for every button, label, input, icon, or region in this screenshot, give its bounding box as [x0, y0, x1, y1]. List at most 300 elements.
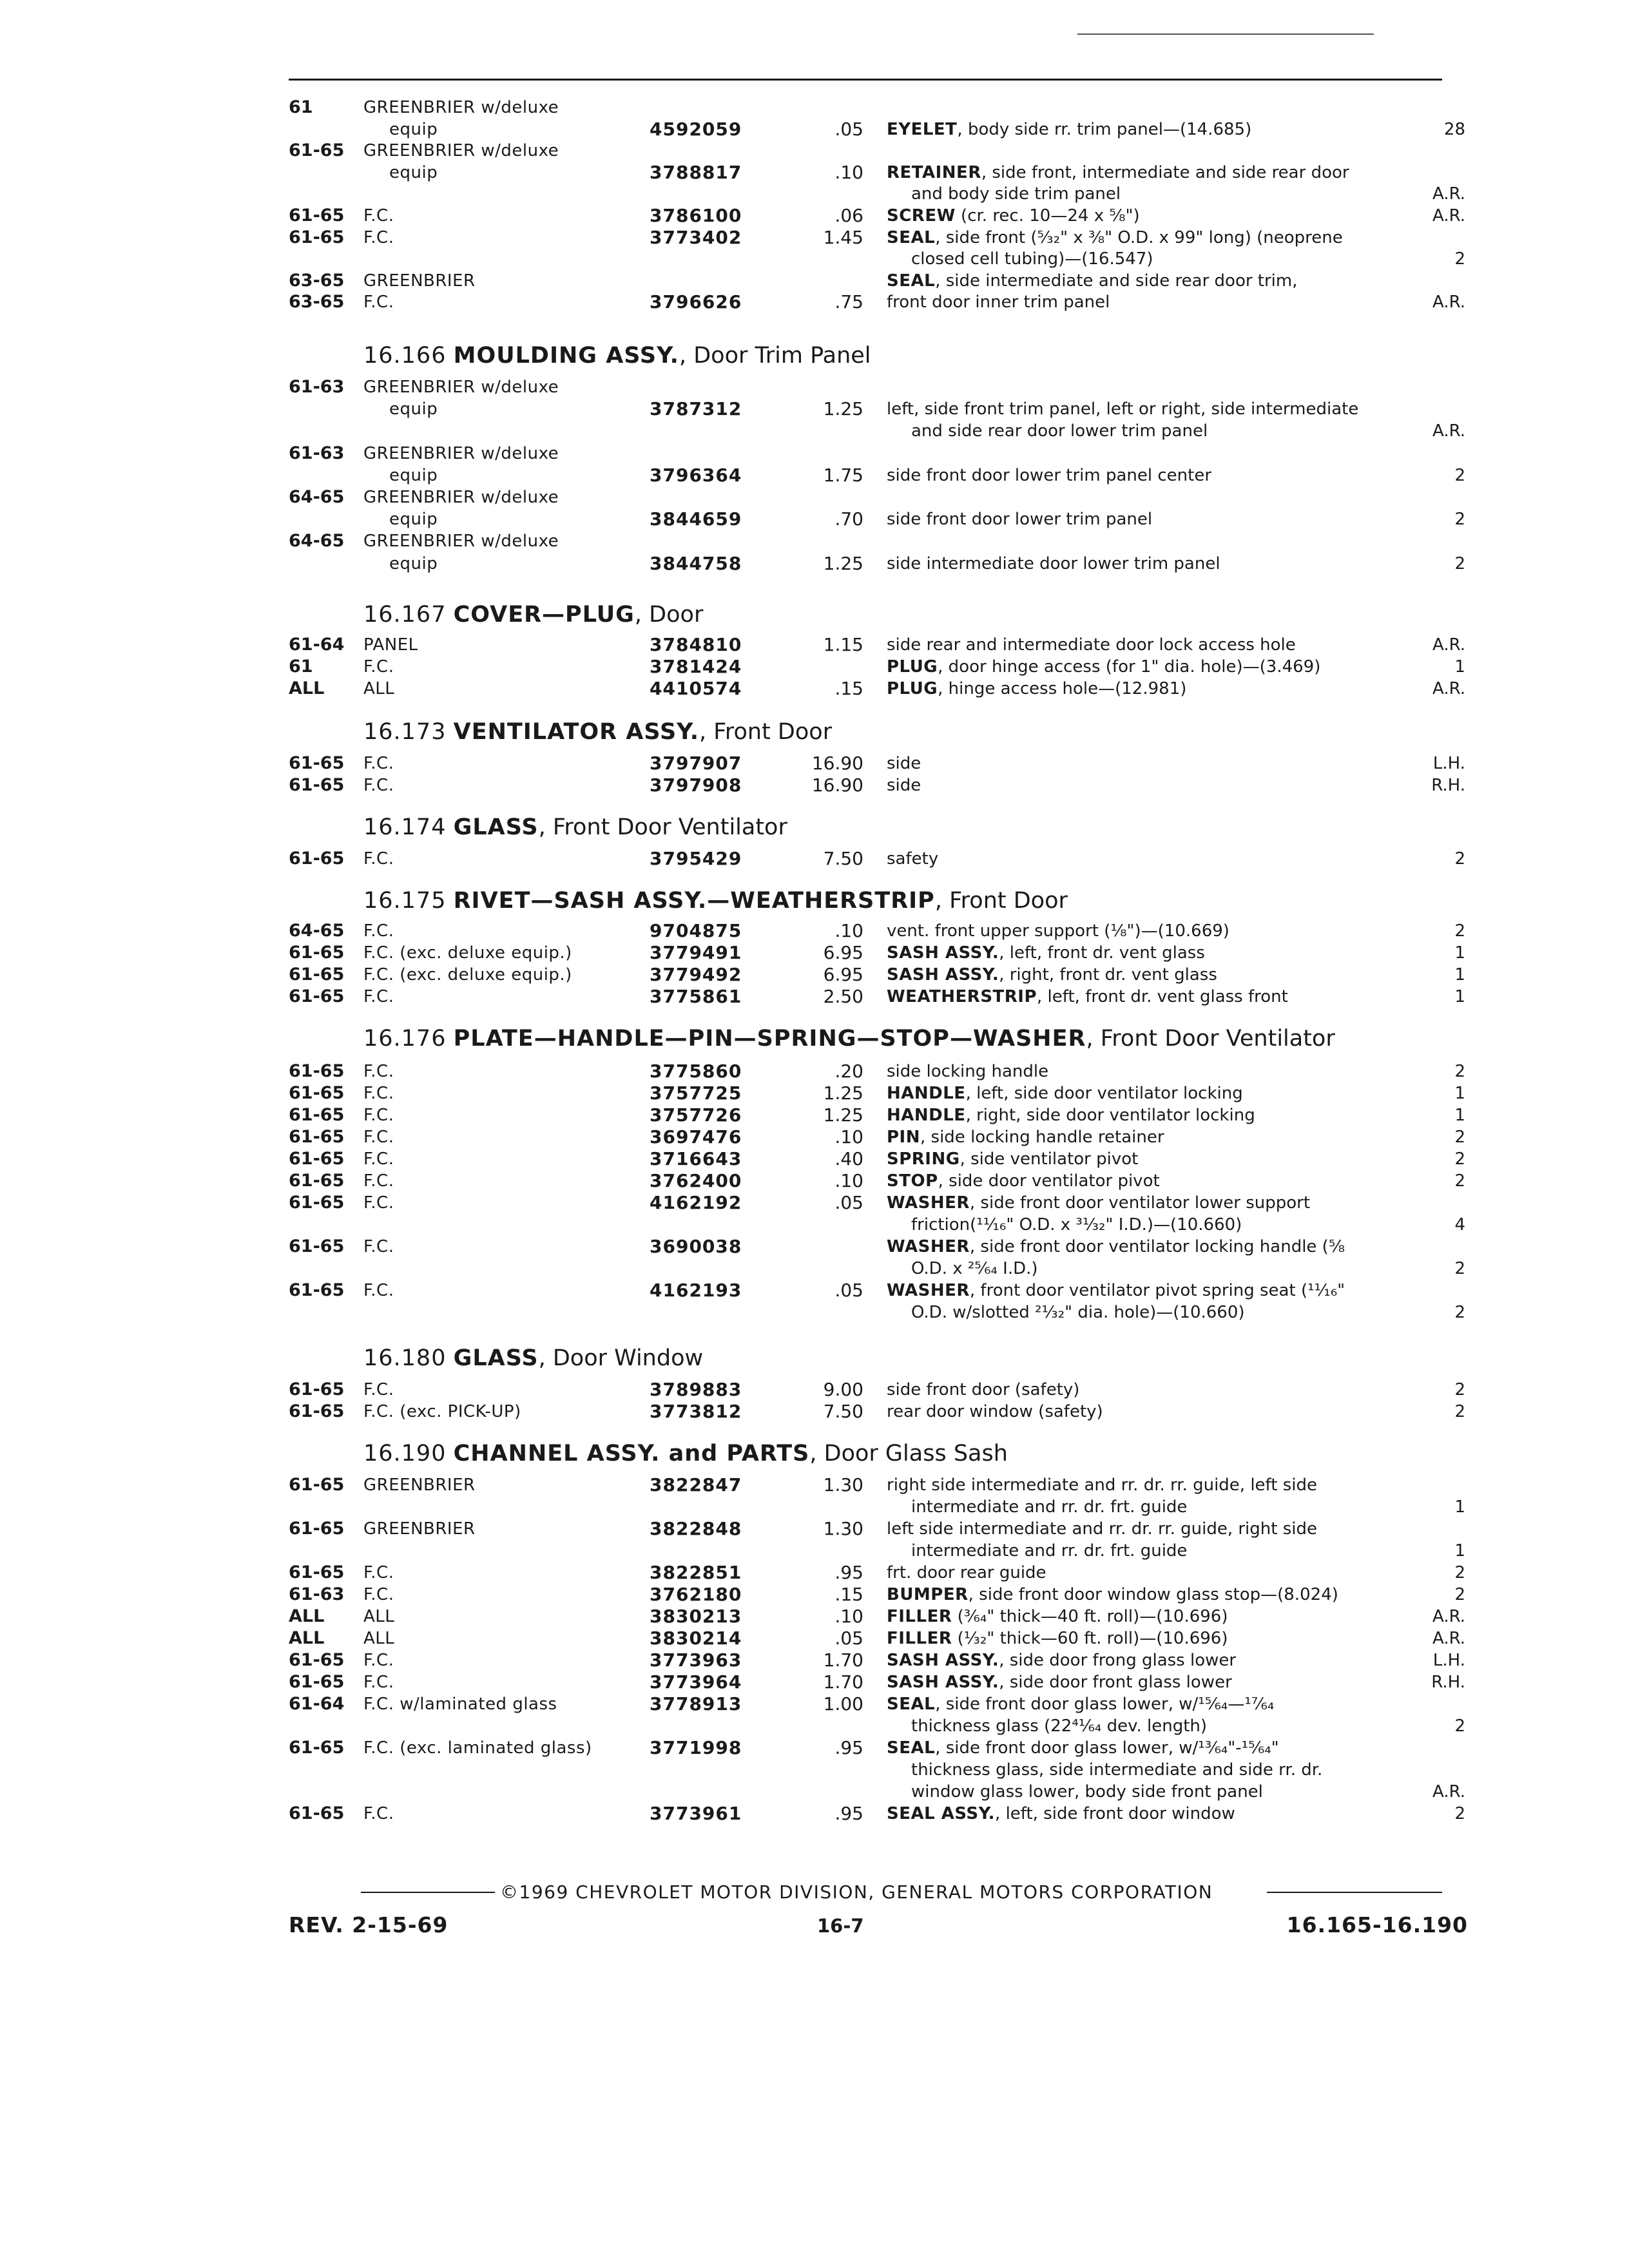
- quantity: 1: [1454, 965, 1465, 985]
- part-description: [887, 753, 921, 774]
- model-year: 64-65: [289, 531, 345, 551]
- part-name: EYELET: [887, 120, 958, 139]
- section-number: 16.180: [363, 1345, 447, 1371]
- quantity: A.R.: [1432, 1629, 1465, 1648]
- description-text: (¹⁄₃₂" thick—60 ft. roll)—(10.696): [952, 1629, 1228, 1648]
- part-number: 3757726: [650, 1104, 742, 1126]
- part-number: 3716643: [650, 1148, 742, 1169]
- part-number: 3830214: [650, 1628, 742, 1649]
- list-price: .15: [834, 678, 863, 699]
- section-number: 16.175: [363, 888, 447, 914]
- quantity: 2: [1454, 1303, 1465, 1322]
- parts-row: [0, 986, 1629, 1008]
- parts-row: [0, 553, 1629, 575]
- model-application: F.C.: [363, 1106, 394, 1125]
- part-description: [887, 1628, 1228, 1649]
- footer-section-range: 16.165-16.190: [1286, 1912, 1468, 1937]
- footer-rule-right: [1267, 1892, 1442, 1893]
- model-year: 61-65: [289, 775, 345, 795]
- model-year: 61-65: [289, 1193, 345, 1213]
- description-text: , side door frong glass lower: [999, 1651, 1237, 1670]
- list-price: 1.15: [823, 634, 863, 655]
- section-heading-16-176: [363, 1024, 1335, 1053]
- section-title: PLATE—HANDLE—PIN—SPRING—STOP—WASHER: [453, 1026, 1086, 1052]
- parts-row: [0, 398, 1629, 420]
- part-description: [887, 1649, 1236, 1671]
- part-description: [887, 1803, 1235, 1825]
- model-application: F.C.: [363, 754, 394, 773]
- description-text: (³⁄₆₄" thick—40 ft. roll)—(10.696): [952, 1607, 1228, 1626]
- model-year: 61-63: [289, 377, 345, 397]
- list-price: .10: [834, 162, 863, 183]
- list-price: .05: [834, 1192, 863, 1213]
- model-year: 61-65: [289, 1519, 345, 1539]
- section-heading-16-175: [363, 887, 1068, 915]
- parts-row: [0, 1540, 1629, 1562]
- part-description: [887, 942, 1205, 964]
- model-application: F.C.: [363, 1193, 394, 1213]
- part-number: 3787312: [650, 398, 742, 419]
- description-text: vent. front upper support (¹⁄₈")—(10.669): [887, 921, 1229, 941]
- section-title: CHANNEL ASSY. and PARTS: [453, 1441, 810, 1466]
- model-application: equip: [389, 120, 438, 139]
- model-year: 61-65: [289, 1061, 345, 1081]
- parts-row: [0, 443, 1629, 465]
- list-price: 9.00: [823, 1379, 863, 1400]
- section-subtitle: , Front Door: [934, 888, 1068, 914]
- list-price: .05: [834, 1628, 863, 1649]
- quantity: 2: [1454, 510, 1465, 529]
- part-description: [887, 1671, 1232, 1693]
- part-description: [887, 465, 1211, 486]
- description-text: and body side trim panel: [911, 184, 1121, 204]
- quantity: 1: [1454, 1106, 1465, 1125]
- part-number: 3844659: [650, 508, 742, 530]
- part-number: 3757725: [650, 1082, 742, 1104]
- part-number: 3822851: [650, 1562, 742, 1583]
- model-year: 61-65: [289, 1562, 345, 1582]
- description-text: (cr. rec. 10—24 x ⁵⁄₈"): [955, 206, 1140, 226]
- model-application: GREENBRIER w/deluxe: [363, 444, 559, 463]
- quantity: R.H.: [1431, 1673, 1465, 1692]
- list-price: 1.00: [823, 1693, 863, 1715]
- parts-row: [0, 1628, 1629, 1649]
- part-description: [887, 774, 921, 796]
- section-title: RIVET—SASH ASSY.—WEATHERSTRIP: [453, 888, 935, 914]
- part-description: [887, 678, 1186, 700]
- quantity: A.R.: [1432, 293, 1465, 312]
- part-number: 3773963: [650, 1649, 742, 1671]
- parts-row: [0, 942, 1629, 964]
- part-name: WASHER: [887, 1193, 970, 1213]
- quantity: 2: [1454, 1149, 1465, 1169]
- section-title: MOULDING ASSY.: [453, 343, 679, 369]
- footer-copyright: ©1969 CHEVROLET MOTOR DIVISION, GENERAL MOTORS CORPORATION: [500, 1881, 1213, 1903]
- description-text: intermediate and rr. dr. frt. guide: [911, 1541, 1188, 1561]
- parts-row: [0, 1474, 1629, 1496]
- model-year: ALL: [289, 678, 325, 698]
- model-application: F.C.: [363, 1673, 394, 1692]
- part-number: 3771998: [650, 1737, 742, 1758]
- model-application: F.C.: [363, 1585, 394, 1604]
- part-description: [887, 291, 1110, 313]
- list-price: .40: [834, 1148, 863, 1169]
- parts-row: [0, 162, 1629, 184]
- model-application: F.C.: [363, 206, 394, 226]
- part-name: HANDLE: [887, 1084, 966, 1103]
- model-year: 61-65: [289, 1803, 345, 1823]
- list-price: .95: [834, 1562, 863, 1583]
- parts-row: [0, 291, 1629, 313]
- list-price: .10: [834, 1126, 863, 1148]
- list-price: 6.95: [823, 964, 863, 985]
- parts-row: [0, 1562, 1629, 1584]
- model-application: GREENBRIER w/deluxe: [363, 532, 559, 551]
- list-price: .75: [834, 291, 863, 312]
- section-number: 16.174: [363, 814, 447, 840]
- part-number: 3788817: [650, 162, 742, 183]
- part-number: 3773961: [650, 1803, 742, 1824]
- description-text: , left, side front door window: [995, 1804, 1235, 1823]
- parts-row: [0, 1236, 1629, 1258]
- model-application: GREENBRIER: [363, 271, 476, 291]
- section-heading-16-166: [363, 341, 871, 370]
- model-year: 61-65: [289, 1379, 345, 1399]
- part-number: 3844758: [650, 553, 742, 574]
- model-year: 61-65: [289, 1171, 345, 1191]
- model-year: 61-65: [289, 1280, 345, 1300]
- model-application: F.C. (exc. deluxe equip.): [363, 943, 572, 963]
- part-name: SPRING: [887, 1149, 960, 1169]
- model-year: 61-63: [289, 1584, 345, 1604]
- description-text: , side front door window glass stop—(8.024): [968, 1585, 1338, 1604]
- model-application: ALL: [363, 1607, 395, 1626]
- part-number: 3796626: [650, 291, 742, 312]
- part-description: [911, 420, 1208, 442]
- parts-row: [0, 1170, 1629, 1192]
- model-application: F.C.: [363, 1062, 394, 1081]
- description-text: , body side rr. trim panel—(14.685): [957, 120, 1252, 139]
- model-application: GREENBRIER w/deluxe: [363, 141, 559, 160]
- model-year: 61-65: [289, 1236, 345, 1256]
- model-year: 61-65: [289, 227, 345, 247]
- description-text: safety: [887, 849, 939, 869]
- section-heading-16-190: [363, 1439, 1008, 1468]
- part-description: [887, 1148, 1138, 1170]
- model-application: F.C.: [363, 849, 394, 869]
- parts-row: [0, 1584, 1629, 1606]
- parts-row: [0, 1126, 1629, 1148]
- description-text: left side intermediate and rr. dr. rr. guide, right side: [887, 1519, 1317, 1539]
- part-description: [887, 1104, 1255, 1126]
- part-name: SEAL: [887, 271, 936, 291]
- parts-row: [0, 420, 1629, 442]
- part-number: 3775860: [650, 1061, 742, 1082]
- part-name: BUMPER: [887, 1585, 969, 1604]
- list-price: 2.50: [823, 986, 863, 1007]
- part-description: [911, 1715, 1207, 1737]
- model-year: 61-65: [289, 849, 345, 869]
- parts-row: [0, 1496, 1629, 1518]
- parts-row: [0, 634, 1629, 656]
- description-text: , side front door glass lower, w/¹⁵⁄₆₄—¹⁷⁄₆₄: [935, 1695, 1275, 1714]
- model-year: 61-64: [289, 635, 345, 655]
- part-number: 3762400: [650, 1170, 742, 1191]
- description-text: side: [887, 776, 921, 795]
- description-text: intermediate and rr. dr. frt. guide: [911, 1497, 1188, 1517]
- footer-revision: REV. 2-15-69: [289, 1912, 448, 1937]
- part-number: 3795429: [650, 848, 742, 869]
- parts-row: [0, 656, 1629, 678]
- part-number: 3797907: [650, 753, 742, 774]
- part-description: [911, 1258, 1038, 1280]
- model-application: F.C.: [363, 1084, 394, 1103]
- part-number: 3822848: [650, 1518, 742, 1539]
- part-name: SEAL ASSY.: [887, 1804, 996, 1823]
- part-description: [911, 1496, 1187, 1518]
- part-description: [911, 1302, 1245, 1323]
- section-heading-16-173: [363, 718, 832, 746]
- part-number: 3822847: [650, 1474, 742, 1495]
- section-subtitle: , Door Trim Panel: [679, 343, 871, 369]
- quantity: 1: [1454, 987, 1465, 1006]
- model-year: 61-65: [289, 753, 345, 773]
- parts-row: [0, 1606, 1629, 1628]
- model-year: 61-65: [289, 1401, 345, 1421]
- quantity: 28: [1443, 120, 1465, 139]
- part-description: [887, 162, 1349, 184]
- description-text: , side front door ventilator locking handle (⁵⁄₈: [969, 1237, 1345, 1256]
- quantity: 1: [1454, 1084, 1465, 1103]
- part-name: SASH ASSY.: [887, 943, 999, 963]
- quantity: 2: [1454, 849, 1465, 869]
- model-year: 64-65: [289, 487, 345, 507]
- description-text: , side front door glass lower, w/¹³⁄₆₄"-¹⁵⁄₆₄": [935, 1738, 1279, 1758]
- model-year: 63-65: [289, 292, 345, 312]
- part-number: 3789883: [650, 1379, 742, 1400]
- model-year: 61-65: [289, 1738, 345, 1758]
- section-title: GLASS: [453, 1345, 539, 1371]
- part-name: WASHER: [887, 1237, 970, 1256]
- section-subtitle: , Door: [634, 602, 704, 628]
- parts-row: [0, 1148, 1629, 1170]
- list-price: 1.45: [823, 227, 863, 248]
- model-application: equip: [389, 554, 438, 573]
- description-text: closed cell tubing)—(16.547): [911, 249, 1153, 269]
- list-price: .70: [834, 508, 863, 530]
- section-number: 16.167: [363, 602, 447, 628]
- model-application: F.C.: [363, 921, 394, 941]
- parts-row: [0, 97, 1629, 119]
- part-description: [887, 1280, 1345, 1302]
- part-name: PLUG: [887, 657, 938, 677]
- part-description: [911, 1781, 1263, 1803]
- part-name: PLUG: [887, 679, 938, 698]
- model-application: F.C.: [363, 776, 394, 795]
- list-price: .10: [834, 1606, 863, 1627]
- part-description: [887, 1562, 1046, 1584]
- quantity: A.R.: [1432, 184, 1465, 204]
- quantity: 1: [1454, 1497, 1465, 1517]
- description-text: left, side front trim panel, left or right, side intermediate: [887, 399, 1359, 419]
- parts-row: [0, 1671, 1629, 1693]
- quantity: 2: [1454, 1402, 1465, 1421]
- description-text: thickness glass, side intermediate and side rr. dr.: [911, 1760, 1323, 1780]
- model-application: F.C.: [363, 1804, 394, 1823]
- section-subtitle: , Door Glass Sash: [809, 1441, 1008, 1466]
- model-year: 61-65: [289, 140, 345, 160]
- parts-row: [0, 140, 1629, 162]
- part-description: [887, 1126, 1164, 1148]
- quantity: 2: [1454, 1585, 1465, 1604]
- quantity: A.R.: [1432, 1782, 1465, 1802]
- part-number: 3773812: [650, 1401, 742, 1422]
- part-description: [887, 1693, 1274, 1715]
- description-text: , side front, intermediate and side rear door: [981, 163, 1349, 182]
- part-description: [887, 1061, 1048, 1082]
- part-number: 3775861: [650, 986, 742, 1007]
- description-text: side front door (safety): [887, 1380, 1080, 1399]
- model-application: GREENBRIER w/deluxe: [363, 488, 559, 507]
- part-name: SEAL: [887, 1695, 936, 1714]
- quantity: R.H.: [1431, 776, 1465, 795]
- quantity: 2: [1454, 1062, 1465, 1081]
- section-number: 16.190: [363, 1441, 447, 1466]
- model-application: F.C.: [363, 1237, 394, 1256]
- model-application: equip: [389, 466, 438, 485]
- section-number: 16.166: [363, 343, 447, 369]
- model-application: F.C. (exc. PICK-UP): [363, 1402, 521, 1421]
- part-description: [887, 119, 1251, 140]
- list-price: 16.90: [811, 774, 863, 796]
- quantity: 4: [1454, 1215, 1465, 1235]
- parts-row: [0, 1649, 1629, 1671]
- parts-row: [0, 753, 1629, 774]
- part-number: 3690038: [650, 1236, 742, 1257]
- part-description: [911, 1759, 1322, 1781]
- quantity: 2: [1454, 1563, 1465, 1582]
- list-price: 16.90: [811, 753, 863, 774]
- description-text: , left, front dr. vent glass front: [1037, 987, 1288, 1006]
- description-text: side: [887, 754, 921, 773]
- description-text: side intermediate door lower trim panel: [887, 554, 1220, 573]
- part-name: WASHER: [887, 1281, 970, 1300]
- description-text: , side ventilator pivot: [959, 1149, 1139, 1169]
- description-text: thickness glass (22⁴¹⁄₆₄ dev. length): [911, 1716, 1208, 1736]
- section-number: 16.176: [363, 1026, 447, 1052]
- footer-rule-left: [361, 1892, 495, 1893]
- quantity: 2: [1454, 554, 1465, 573]
- parts-row: [0, 964, 1629, 986]
- parts-row: [0, 774, 1629, 796]
- part-description: [887, 1082, 1243, 1104]
- description-text: side rear and intermediate door lock access hole: [887, 635, 1296, 655]
- part-number: 3796364: [650, 465, 742, 486]
- quantity: 1: [1454, 657, 1465, 677]
- part-description: [887, 1474, 1317, 1496]
- part-name: SEAL: [887, 1738, 936, 1758]
- quantity: 2: [1454, 1128, 1465, 1147]
- list-price: 1.25: [823, 398, 863, 419]
- model-year: 61-65: [289, 1149, 345, 1169]
- section-subtitle: , Door Window: [538, 1345, 704, 1371]
- model-year: 61-65: [289, 1083, 345, 1103]
- parts-row: [0, 1192, 1629, 1214]
- part-name: SASH ASSY.: [887, 965, 999, 985]
- part-name: FILLER: [887, 1607, 952, 1626]
- model-year: 61-64: [289, 1694, 345, 1714]
- part-number: 3784810: [650, 634, 742, 655]
- part-number: 3786100: [650, 205, 742, 226]
- parts-row: [0, 486, 1629, 508]
- parts-row: [0, 1280, 1629, 1302]
- description-text: O.D. x ²⁵⁄₆₄ I.D.): [911, 1259, 1038, 1278]
- section-subtitle: , Front Door Ventilator: [538, 814, 787, 840]
- description-text: , side locking handle retainer: [920, 1128, 1164, 1147]
- parts-row: [0, 1082, 1629, 1104]
- description-text: , side door ventilator pivot: [938, 1171, 1160, 1191]
- parts-row: [0, 1518, 1629, 1540]
- section-title: GLASS: [453, 814, 539, 840]
- part-number: 9704875: [650, 920, 742, 941]
- list-price: .05: [834, 119, 863, 140]
- description-text: , left, side door ventilator locking: [965, 1084, 1243, 1103]
- parts-row: [0, 508, 1629, 530]
- list-price: .06: [834, 205, 863, 226]
- model-application: GREENBRIER w/deluxe: [363, 378, 559, 397]
- model-application: GREENBRIER w/deluxe: [363, 98, 559, 117]
- parts-row: [0, 1693, 1629, 1715]
- list-price: 1.25: [823, 1104, 863, 1126]
- part-name: WEATHERSTRIP: [887, 987, 1037, 1006]
- model-application: F.C.: [363, 293, 394, 312]
- model-application: equip: [389, 510, 438, 529]
- part-name: STOP: [887, 1171, 938, 1191]
- quantity: 2: [1454, 921, 1465, 941]
- model-application: ALL: [363, 1629, 395, 1648]
- model-application: GREENBRIER: [363, 1519, 476, 1539]
- part-name: FILLER: [887, 1629, 952, 1648]
- model-application: F.C. (exc. deluxe equip.): [363, 965, 572, 985]
- model-application: PANEL: [363, 635, 418, 655]
- parts-row: [0, 920, 1629, 942]
- list-price: .10: [834, 920, 863, 941]
- part-number: 3830213: [650, 1606, 742, 1627]
- parts-row: [0, 1803, 1629, 1825]
- description-text: , right, side door ventilator locking: [965, 1106, 1255, 1125]
- part-description: [887, 1236, 1345, 1258]
- quantity: 2: [1454, 1259, 1465, 1278]
- quantity: 2: [1454, 249, 1465, 269]
- part-description: [887, 1192, 1310, 1214]
- model-application: GREENBRIER: [363, 1475, 476, 1495]
- model-application: F.C.: [363, 1563, 394, 1582]
- list-price: 1.75: [823, 465, 863, 486]
- top-margin-mark: [1077, 34, 1374, 35]
- model-application: F.C.: [363, 1171, 394, 1191]
- model-application: F.C. w/laminated glass: [363, 1695, 557, 1714]
- quantity: 2: [1454, 466, 1465, 485]
- part-description: [887, 656, 1320, 678]
- model-year: 61-65: [289, 1650, 345, 1670]
- model-application: F.C.: [363, 1651, 394, 1670]
- section-title: COVER—PLUG: [453, 602, 635, 628]
- list-price: .95: [834, 1803, 863, 1824]
- model-application: F.C.: [363, 657, 394, 677]
- model-application: F.C.: [363, 1149, 394, 1169]
- model-application: F.C.: [363, 1380, 394, 1399]
- list-price: 7.50: [823, 1401, 863, 1422]
